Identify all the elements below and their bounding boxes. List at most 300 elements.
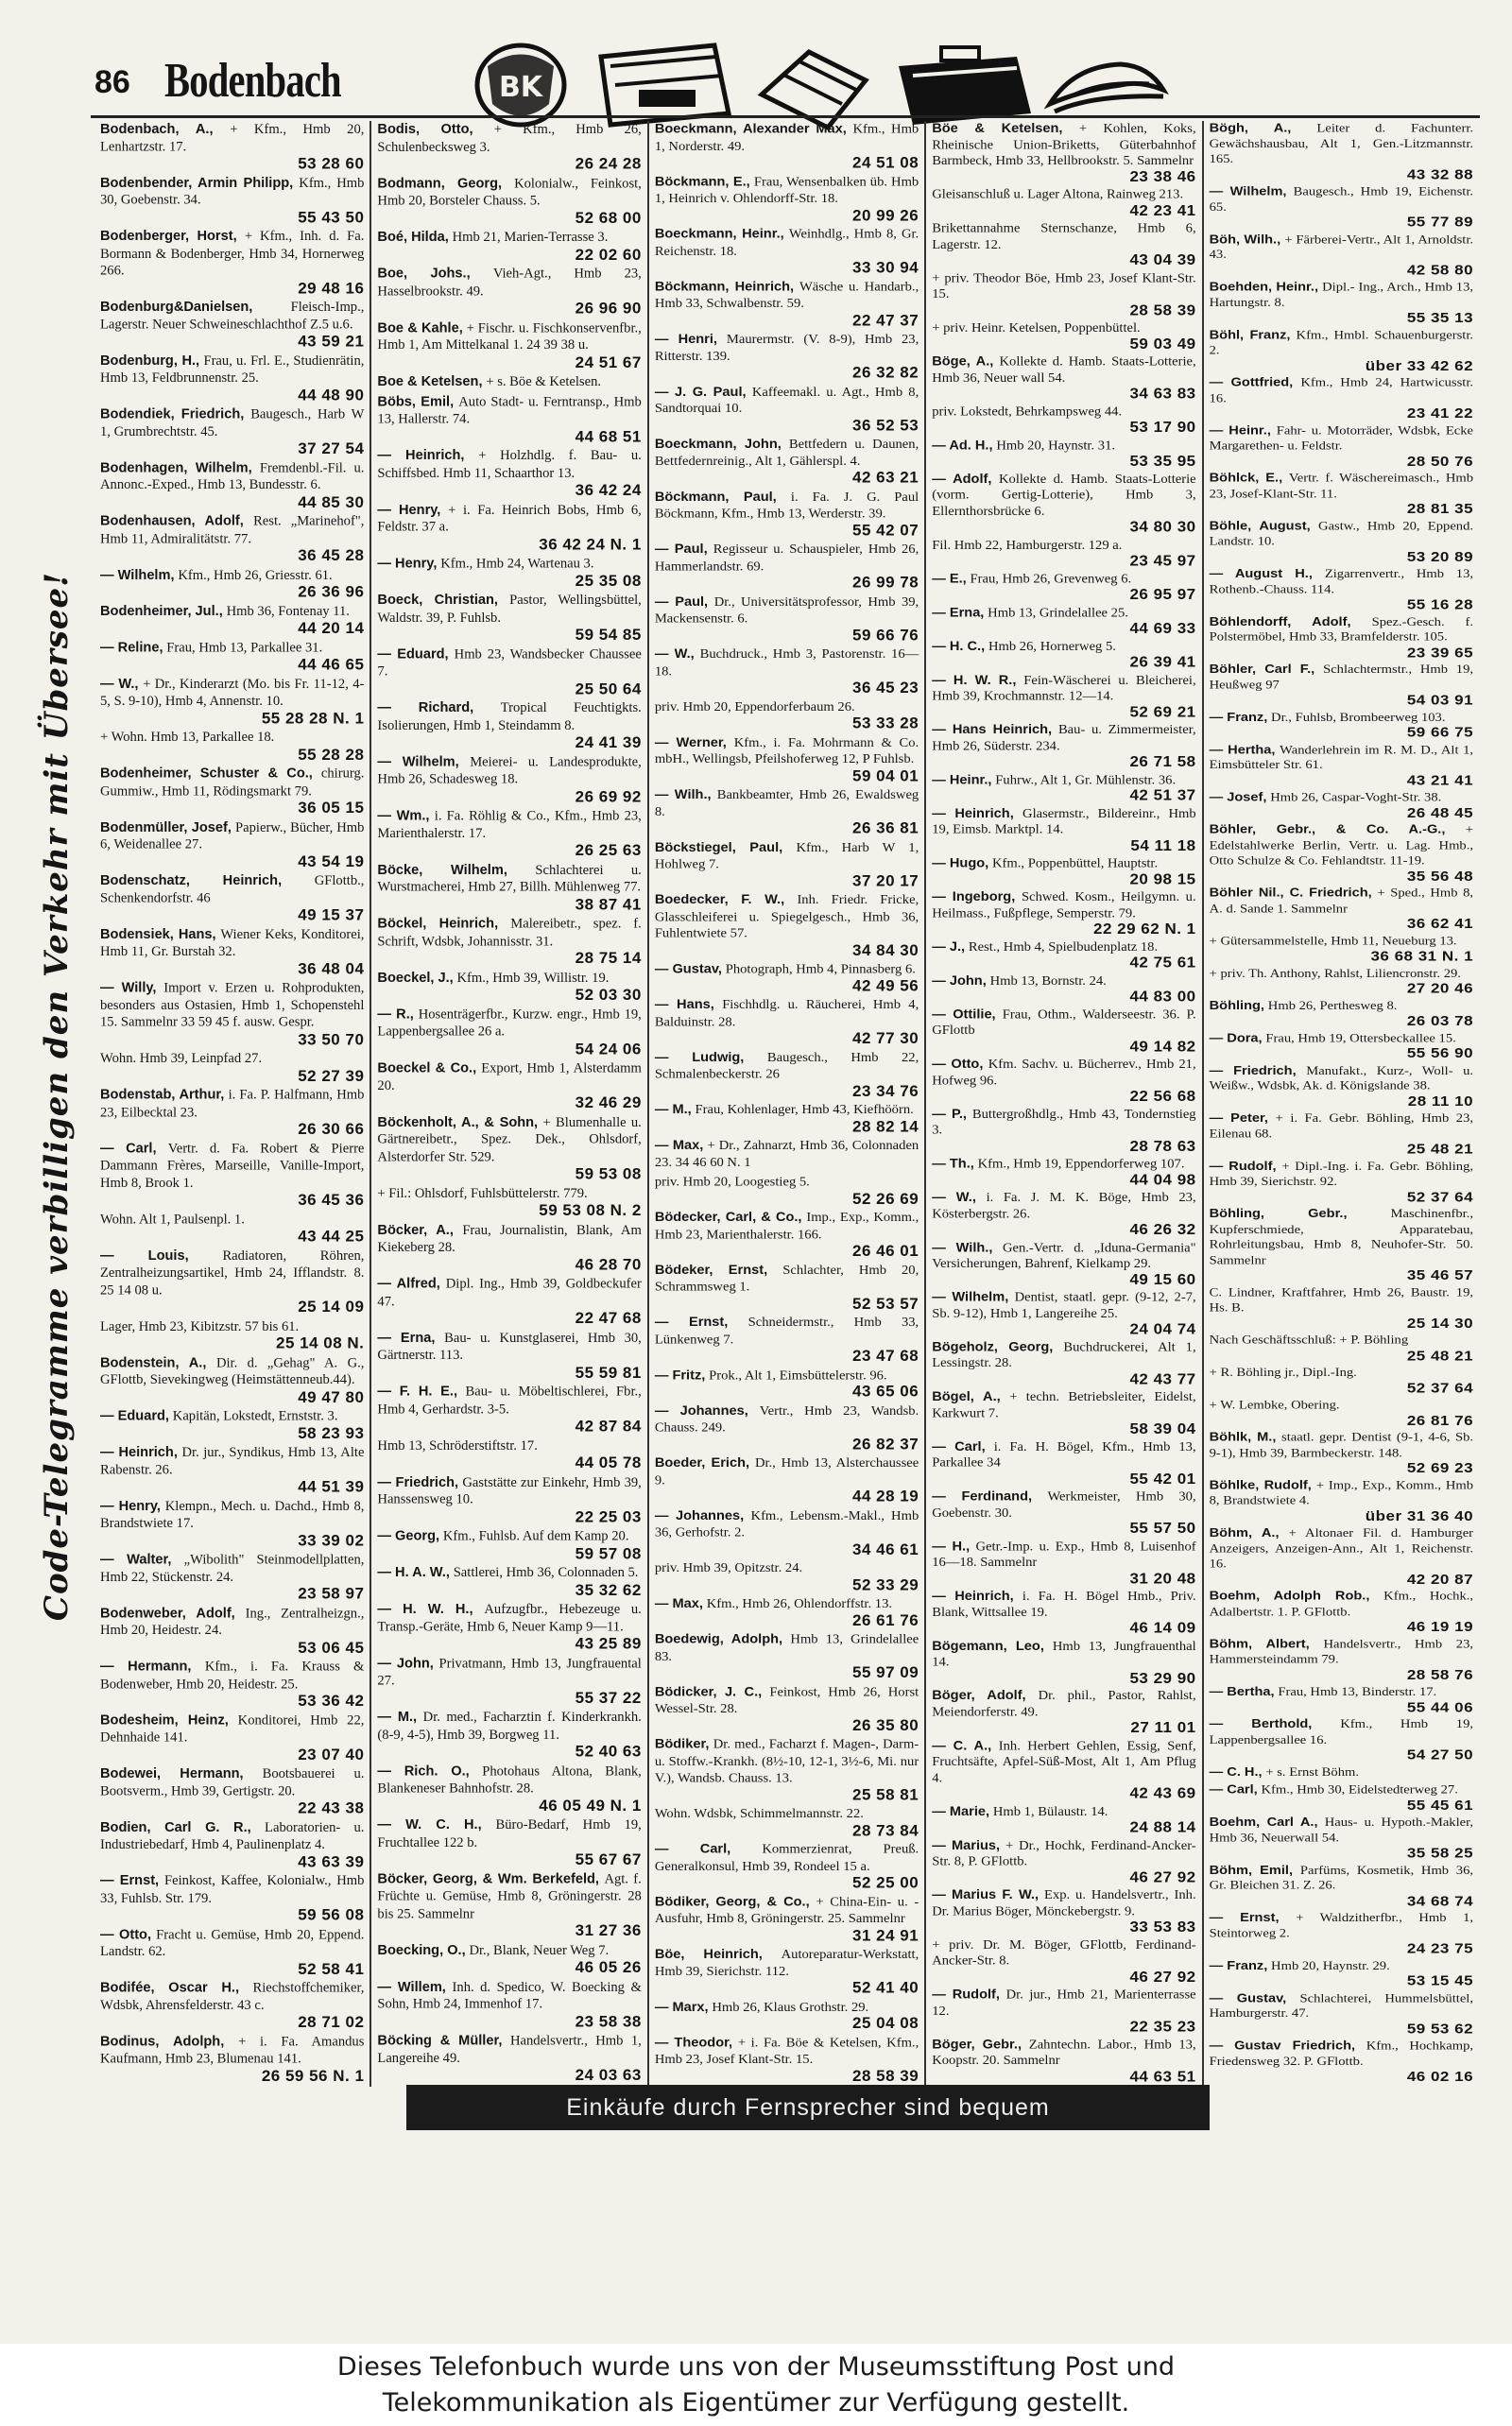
entry-details: Imp., Exp., Komm., Hmb 23, Marienthalerstr. 166. [654,1210,919,1242]
entry-details: + priv. Th. Anthony, Rahlst, Liliencronstr. 29. [1209,966,1461,980]
entry-name: Böckenholt, A., & Sohn, [377,1114,539,1130]
entry-details: + techn. Betriebsleiter, Eidelst, Karkwurt 7. [932,1389,1196,1420]
entry-details: Hmb 36, Fontenay 11. [226,603,350,619]
directory-entry [1210,662,1473,708]
entry-name: — H. W. R., [932,673,1017,688]
entry-name: — Louis, [100,1247,189,1264]
entry-details: Agt. f. Früchte u. Gemüse, Hmb 8, Gröningerstr. 28 bis 25. Sammelnr [377,1871,642,1921]
wallet-icon [601,45,729,125]
entry-name: Bodenhausen, Adolf, [100,513,244,529]
directory-entry [1210,1717,1473,1763]
entry-phone: 36 42 24 N. 1 [539,535,642,553]
logo-text: BK [498,71,543,104]
entry-details: + Kfm., Hmb 20, Lenhartzstr. 17. [100,121,365,154]
entry-phone: 42 63 21 [852,469,919,487]
entry-details: Feinkost, Hmb 26, Horst Wessel-Str. 28. [654,1684,919,1716]
entry-phone: 23 39 65 [1406,644,1474,661]
entry-phone: 55 57 50 [1129,1520,1196,1537]
entry-details: Aufzugfbr., Hebezeuge u. Transp.-Geräte, Hmb 6, Neuer Kamp 9—11. [377,1601,642,1635]
entry-phone: 43 25 89 [575,1634,642,1653]
directory-entry [377,753,641,804]
entry-name: Boeckmann, Alexander Max, [654,121,847,137]
entry-details: Wäsche u. Handarb., Hmb 33, Schwalbenstr. 59. [654,279,919,311]
entry-name: Böckel, Heinrich, [377,916,499,932]
directory-entry [377,2032,641,2083]
entry-phone: 44 20 14 [298,619,365,637]
entry-details: Ing., Zentralheizgn., Hmb 20, Heidestr. 24. [100,1606,365,1639]
entry-phone: 42 43 77 [1129,1370,1196,1387]
entry-phone: 23 47 68 [852,1347,919,1365]
entry-details: Feinkost, Kaffee, Kolonialw., Hmb 33, Fuhlsb. Str. 179. [100,1873,365,1906]
entry-name: — W., [654,646,695,662]
entry-name: — Berthold, [1209,1717,1313,1731]
entry-phone: 35 32 62 [575,1580,642,1599]
entry-details: Büro-Bedarf, Hmb 19, Fruchtallee 122 b. [377,1817,642,1850]
directory-entry [932,1339,1195,1386]
entry-phone: 33 53 83 [1129,1918,1196,1936]
directory-entry [655,174,919,224]
directory-entry [100,676,364,727]
archive-notice [0,2344,1512,2426]
entry-details: Hmb 13, Grindelallee 83. [654,1631,919,1664]
running-head: Bodenbach [164,54,341,108]
entry-name: — M., [654,1102,692,1118]
entry-name: Bodenstein, A., [100,1355,207,1370]
entry-name: Böhler Nil., C. Friedrich, [1209,886,1372,901]
entry-phone: 43 65 06 [852,1383,919,1401]
entry-phone: 46 26 32 [1129,1221,1196,1238]
entry-name: — H. W. H., [377,1601,473,1617]
entry-name: Bodmann, Georg, [377,176,503,191]
entry-details: Gaststätte zur Einkehr, Hmb 39, Hanssensweg 10. [377,1474,642,1507]
directory-entry [377,1330,641,1381]
entry-phone: 52 27 39 [298,1066,365,1085]
entry-phone: 36 45 36 [298,1191,365,1209]
entry-name: Böckmann, E., [654,174,750,189]
entry-name: — Hans Heinrich, [932,723,1053,737]
entry-phone: 20 98 15 [1129,870,1196,887]
entry-details: Baugesch., Hmb 22, Schmalenbeckerstr. 26 [654,1050,919,1082]
entry-details: Dr. med., Facharztin f. Kinderkrankh. (8-9, 4-5), Hmb 39, Borgweg 11. [377,1710,642,1743]
entry-phone: 36 52 53 [852,416,919,434]
entry-details: Kfm., Lebensm.-Makl., Hmb 36, Gerhofstr. 2. [654,1507,919,1540]
entry-details: Fleisch-Imp., Lagerstr. Neuer Schweineschlachthof Z.5 u.6. [100,300,365,333]
directory-entry [100,121,364,172]
entry-details: Hmb 26, Caspar-Voght-Str. 38. [1270,790,1442,804]
entry-phone: 34 68 74 [1406,1892,1474,1909]
directory-entry [932,1804,1195,1835]
entry-phone: 26 82 37 [852,1435,919,1454]
entry-details: Schlachterei u. Wurstmacherei, Hmb 27, Billh. Mühlenweg 77. [377,862,642,895]
directory-entry [932,1156,1195,1187]
entry-details: Kfm., Poppenbüttel, Hauptstr. [992,856,1159,870]
directory-entry [100,872,364,923]
entry-name: — Heinrich, [932,806,1014,821]
directory-entry [932,1738,1195,1801]
entry-phone: 44 63 51 [1129,2068,1196,2085]
entry-phone: 53 33 28 [852,714,919,732]
entry-name: — John, [377,1656,434,1671]
entry-phone: 52 25 00 [852,1873,919,1892]
entry-name: Böhm, Emil, [1209,1863,1293,1877]
entry-details: Weinhdlg., Hmb 8, Gr. Reichenstr. 18. [654,227,919,259]
entry-details: Regisseur u. Schauspieler, Hmb 26, Hammerlandstr. 69. [654,542,919,574]
entry-details: Schneidermstr., Hmb 33, Lünkenweg 7. [654,1315,919,1347]
entry-name: — Otto, [932,1057,984,1072]
entry-phone: 59 04 01 [852,766,919,784]
entry-details: Frau, Wensenbalken üb. Hmb 1, Heinrich v. Ohlendorff-Str. 18. [654,174,919,206]
entry-details: + Waldzitherfbr., Hmb 1, Steintorweg 2. [1209,1911,1474,1940]
entry-name: — Gustav Friedrich, [1209,2039,1356,2053]
directory-entry [1210,1430,1473,1475]
entry-phone: 22 29 62 N. 1 [1093,921,1196,938]
entry-name: — John, [932,973,987,989]
entry-name: Boeck, Christian, [377,593,498,609]
entry-phone: 59 66 75 [1406,724,1474,741]
entry-details: Papierw., Bücher, Hmb 6, Weidenallee 27. [100,819,365,852]
entry-name: Böbs, Emil, [377,394,455,410]
directory-entry [1210,1815,1473,1860]
directory-entry [1210,710,1473,740]
entry-phone: 26 30 66 [298,1120,365,1138]
entry-details: Kfm., Hmb 24, Hartwicusstr. 16. [1209,376,1474,405]
entry-name: — Rudolf, [1209,1159,1277,1173]
entry-details: Frau, Kohlenlager, Hmb 43, Kiefhöörn. [695,1102,914,1118]
entry-phone: 55 28 28 N. 1 [261,709,365,727]
entry-details: Bankbeamter, Hmb 26, Ewaldsweg 8. [654,787,919,819]
entry-details: Maurermstr. (V. 8-9), Hmb 23, Ritterstr. 139. [654,332,919,364]
directory-entry [377,1601,641,1652]
entry-details: Hmb 20, Haynstr. 29. [1271,1958,1390,1973]
directory-entry [100,353,364,404]
entry-name: — Adolf, [932,472,992,487]
entry-phone: 43 44 25 [298,1227,365,1246]
entry-details: Dr., Universitätsprofessor, Hmb 39, Mackensenstr. 6. [654,594,919,627]
entry-phone: 33 50 70 [298,1030,365,1048]
entry-details: + s. Böe & Ketelsen. [486,373,602,389]
entry-phone: 26 39 41 [1129,653,1196,671]
entry-name: — Carl, [932,1439,986,1454]
directory-entry [655,1805,919,1838]
directory-entry [377,1978,641,2029]
directory-entry [1210,1207,1473,1282]
entry-details: Zahntechn. Labor., Hmb 13, Koopstr. 20. Sammelnr [932,2038,1196,2068]
entry-details: Kapitän, Lokstedt, Ernststr. 3. [172,1408,338,1424]
directory-entry [100,299,364,350]
directory-entry [655,1736,919,1803]
entry-name: Bodewei, Hermann, [100,1766,244,1781]
entry-name: Böge, A., [932,354,994,370]
entry-details: Zigarrenvertr., Hmb 13, Rothenb.-Chauss. 114. [1209,567,1474,596]
entry-name: — Ernst, [1209,1911,1280,1925]
entry-details: Kfm., Hmb 19, Lappenbergsallee 16. [1209,1717,1474,1746]
entry-phone: über 33 42 62 [1365,357,1474,373]
directory-entry [1210,790,1473,820]
footer-slogan: Einkäufe durch Fernsprecher sind bequem [566,2093,1050,2121]
entry-phone: 43 54 19 [298,852,365,870]
entry-details: Dr. jur., Hmb 21, Marienterrasse 12. [932,1987,1196,2019]
entry-details: + priv. Theodor Böe, Hmb 23, Josef Klant-Str. 15. [932,271,1196,301]
entry-details: Riechstoffchemiker, Wdsbk, Ahrensfelderstr. 43 c. [100,1980,365,2013]
directory-entry [655,1137,919,1171]
directory-entry [377,1006,641,1057]
entry-phone: 52 68 00 [575,208,642,227]
entry-name: Boe, Johs., [377,266,471,282]
entry-name: Böckmann, Heinrich, [654,279,795,295]
entry-phone: 46 05 26 [575,1958,642,1976]
entry-phone: 36 45 23 [852,679,919,697]
column-3 [647,121,924,2087]
entry-phone: 23 58 38 [575,2012,642,2030]
directory-entry [1210,1782,1473,1813]
side-slogan-text: Code-Telegramme verbilligen den Verkehr mit Übersee! [38,571,76,1622]
directory-entry [377,1564,641,1598]
entry-details: Wanderlehrein im R. M. D., Alt 1, Eimsbütteler Str. 61. [1209,743,1474,772]
entry-name: Boecking, O., [377,1942,466,1958]
entry-phone: 26 59 56 N. 1 [261,2066,365,2085]
directory-entry [655,1174,919,1207]
entry-name: — Wm., [377,808,430,824]
directory-entry [100,406,364,457]
entry-details: Wohn. Alt 1, Paulsenpl. 1. [100,1212,245,1228]
entry-name: — Johannes, [654,1402,748,1419]
entry-name: Bodenschatz, Heinrich, [100,873,283,888]
entry-phone: 24 41 39 [575,733,642,751]
entry-phone: 26 69 92 [575,787,642,805]
directory-entry [1210,966,1473,996]
entry-details: Frau, u. Frl. E., Studienrätin, Hmb 13, Feldbrunnenstr. 25. [100,353,365,386]
entry-name: — W., [932,1191,976,1205]
entry-name: — Hans, [654,997,714,1012]
entry-phone: 53 28 60 [298,154,365,173]
entry-details: Buchdruck., Hmb 3, Pastorenstr. 16—18. [654,646,919,679]
directory-entry [100,1765,364,1816]
entry-name: — Josef, [1209,790,1267,804]
directory-entry [655,541,919,591]
directory-entry [1210,328,1473,373]
entry-details: Nach Geschäftsschluß: + P. Böhling [1209,1333,1409,1348]
entry-name: — Franz, [1209,1958,1268,1973]
directory-entry [655,279,919,329]
entry-details: Autoreparatur-Werkstatt, Hmb 39, Sierichstr. 112. [654,1947,919,1979]
column-1 [94,121,369,2087]
entry-phone: 44 05 78 [575,1454,642,1472]
side-slogan [28,473,85,1720]
entry-name: Böckstiegel, Paul, [654,839,783,855]
entry-details: Kfm., Fuhlsb. Auf dem Kamp 20. [442,1528,629,1544]
directory-entry [932,1290,1195,1337]
directory-entry [655,2034,919,2084]
entry-details: chirurg. Gummiw., Hmb 11, Rödingsmarkt 79. [100,766,365,799]
entry-phone: 35 56 48 [1406,868,1474,884]
directory-entry [1210,1159,1473,1204]
listing-columns [94,121,1479,2087]
directory-entry [100,818,364,869]
entry-details: Spez.-Gesch. f. Polstermöbel, Hmb 33, Bramfelderstr. 105. [1209,614,1474,645]
entry-details: GFlottb., Schenkendorfstr. 46 [100,873,365,906]
entry-phone: 55 43 50 [298,208,365,226]
entry-phone: 23 38 46 [1129,167,1196,185]
entry-name: Boeckel & Co., [377,1060,477,1076]
entry-name: — Bertha, [1209,1685,1275,1699]
entry-phone: 52 03 30 [575,985,642,1004]
entry-details: Lager, Hmb 23, Kibitzstr. 57 bis 61. [100,1318,300,1334]
entry-details: Tropical Feuchtigkts. Isolierungen, Hmb 1, Steindamm 8. [377,700,642,733]
directory-entry [655,1631,919,1681]
directory-entry [377,373,641,390]
entry-details: + Wohn. Hmb 13, Parkallee 18. [100,730,275,746]
directory-entry [655,1507,919,1557]
directory-entry [1210,1063,1473,1109]
directory-entry [1210,1031,1473,1061]
logo-emblem-icon [477,45,564,125]
entry-details: Fuhrw., Alt 1, Gr. Mühlenstr. 36. [995,772,1177,787]
entry-phone: 44 28 19 [852,1488,919,1505]
entry-phone: 24 51 67 [575,353,642,371]
directory-entry [377,1113,641,1181]
directory-entry [377,501,641,552]
entry-name: — Otto, [100,1927,152,1942]
entry-details: + Holzhdlg. f. Bau- u. Schiffsbed. Hmb 11, Schaarthor 13. [377,448,642,481]
entry-details: + i. Fa. Amandus Kaufmann, Hmb 23, Blumenau 141. [100,2034,365,2067]
directory-entry [377,175,641,226]
entry-name: — Reline, [100,640,163,656]
directory-entry [1210,519,1473,564]
directory-entry [100,1318,364,1351]
directory-entry [655,961,919,994]
entry-name: Boehden, Heinr., [1209,280,1319,294]
entry-phone: 24 03 63 [575,2066,642,2085]
directory-entry [1210,2039,1473,2084]
entry-details: Dentist, staatl. gepr. (9-12, 2-7, Sb. 9-12), Hmb 1, Langereihe 25. [932,1290,1196,1321]
entry-phone: 28 11 10 [1407,1093,1474,1110]
entry-name: Boe & Kahle, [377,319,463,336]
entry-phone: 28 75 14 [575,949,642,968]
entry-details: Dr., Fuhlsb, Brombeerweg 103. [1271,711,1446,725]
directory-entry [377,393,641,444]
entry-phone: 24 88 14 [1129,1818,1196,1836]
entry-name: Bodis, Otto, [377,121,473,137]
entry-phone: 24 23 75 [1406,1940,1474,1956]
entry-name: Bodenweber, Adolf, [100,1606,235,1621]
entry-name: — Georg, [377,1528,440,1544]
entry-details: Maschinenfbr., Kupferschmiede, Apparatebau, Rohrleitungsbau, Hmb 8, Neuhofer-Str. 50. Sammelnr [1209,1207,1474,1267]
entry-phone: 46 14 09 [1129,1619,1196,1637]
entry-phone: 52 40 63 [575,1742,642,1761]
directory-entry [655,698,919,731]
entry-name: Bodenhagen, Wilhelm, [100,460,252,475]
directory-entry [377,1059,641,1110]
entry-details: Rest., Hmb 4, Spielbudenplatz 18. [968,939,1159,955]
directory-entry [655,1894,919,1944]
entry-phone: 55 45 61 [1406,1797,1474,1814]
directory-entry [655,1595,919,1628]
directory-entry [100,1408,364,1441]
entry-name: Böhler, Carl F., [1209,662,1315,677]
directory-entry [1210,614,1473,660]
directory-entry [1210,423,1473,469]
entry-phone: 25 14 30 [1406,1315,1474,1332]
entry-details: + Sped., Hmb 8, A. d. Sande 1. Sammelnr [1209,886,1474,916]
directory-entry [100,566,364,599]
entry-details: Bettfedern u. Daunen, Bettfedernreinig., Alt 1, Gählerspl. 4. [654,437,919,469]
directory-entry [1210,280,1473,325]
entry-details: Vertr. d. Fa. Robert & Pierre Dammann Frères, Marseille, Vanille-Import, Hmb 8, Brook 1. [100,1141,365,1191]
directory-entry [932,1887,1195,1935]
directory-entry [377,645,641,697]
entry-details: priv. Lokstedt, Behrkampsweg 44. [932,404,1123,419]
directory-entry [1210,1958,1473,1988]
directory-entry [655,436,919,486]
entry-details: Kollekte d. Hamb. Staats-Lotterie (vorm. Gertig-Lotterie), Hmb 3, Ellernthorsbrücke 6. [932,472,1196,519]
entry-phone: 34 80 30 [1129,518,1196,536]
entry-phone: 59 66 76 [852,626,919,645]
directory-entry [655,646,919,697]
entry-details: Kfm., Hmb 30, Eidelstedterweg 27. [1261,1782,1458,1798]
directory-entry [655,384,919,434]
entry-phone: 26 61 76 [852,1611,919,1629]
entry-name: — Ottilie, [932,1007,996,1022]
entry-phone: 59 53 08 [575,1164,642,1183]
directory-entry [377,319,641,370]
directory-entry [655,1454,919,1505]
entry-details: Laboratorien- u. Industriebedarf, Hmb 4, Paulinenplatz 4. [100,1819,365,1852]
directory-entry [1210,742,1473,787]
entry-phone: 55 44 06 [1406,1698,1474,1715]
entry-name: — Willy, [100,980,157,996]
entry-name: Böhl, Franz, [1209,328,1291,342]
directory-entry [655,839,919,889]
entry-name: Bödicker, J. C., [654,1684,763,1699]
entry-details: Brikettannahme Sternschanze, Hmb 6, Lagerstr. 12. [932,221,1196,251]
directory-entry [377,1528,641,1562]
entry-name: — Willem, [377,1979,446,1995]
directory-entry [100,1712,364,1763]
entry-phone: 43 32 88 [1406,165,1474,182]
suitcase-icon [899,47,1031,125]
directory-entry [100,228,364,296]
directory-entry [932,1190,1195,1237]
entry-phone: 44 69 33 [1129,620,1196,637]
entry-phone: 26 35 80 [852,1716,919,1734]
header-illustration [469,38,1480,132]
entry-phone: 29 48 16 [298,279,365,297]
directory-entry [377,970,641,1004]
directory-entry [655,1049,919,1099]
directory-entry [377,1763,641,1814]
entry-details: i. Fa. H. Bögel Hmb., Priv. Blank, Wittsallee 19. [932,1589,1196,1620]
entry-phone: 27 20 46 [1406,980,1474,997]
directory-entry [1210,1764,1473,1780]
entry-details: + Dr., Kinderarzt (Mo. bis Fr. 11-12, 4-5, S. 9-10), Hmb 4, Annenstr. 10. [100,676,365,709]
entry-details: Kaffeemakl. u. Agt., Hmb 8, Sandtorquai 10. [654,384,919,417]
directory-entry [932,472,1195,535]
entry-phone: 36 42 24 [575,481,642,499]
entry-details: + Fischr. u. Fischkonservenfbr., Hmb 1, Am Mittelkanal 1. 24 39 38 u. [377,319,642,353]
entry-phone: 22 47 68 [575,1309,642,1328]
entry-name: Bodensiek, Hans, [100,926,216,942]
entry-name: — Werner, [654,734,727,750]
entry-details: Sattlerei, Hmb 36, Colonnaden 5. [453,1565,639,1581]
directory-entry [100,459,364,510]
directory-entry [932,889,1195,937]
directory-entry [377,266,641,317]
entry-name: — Hertha, [1209,743,1276,757]
header-rule [91,115,1480,118]
entry-phone: 25 04 08 [852,2014,919,2033]
entry-name: Bögeholz, Georg, [932,1340,1054,1354]
directory-entry [932,1240,1195,1287]
